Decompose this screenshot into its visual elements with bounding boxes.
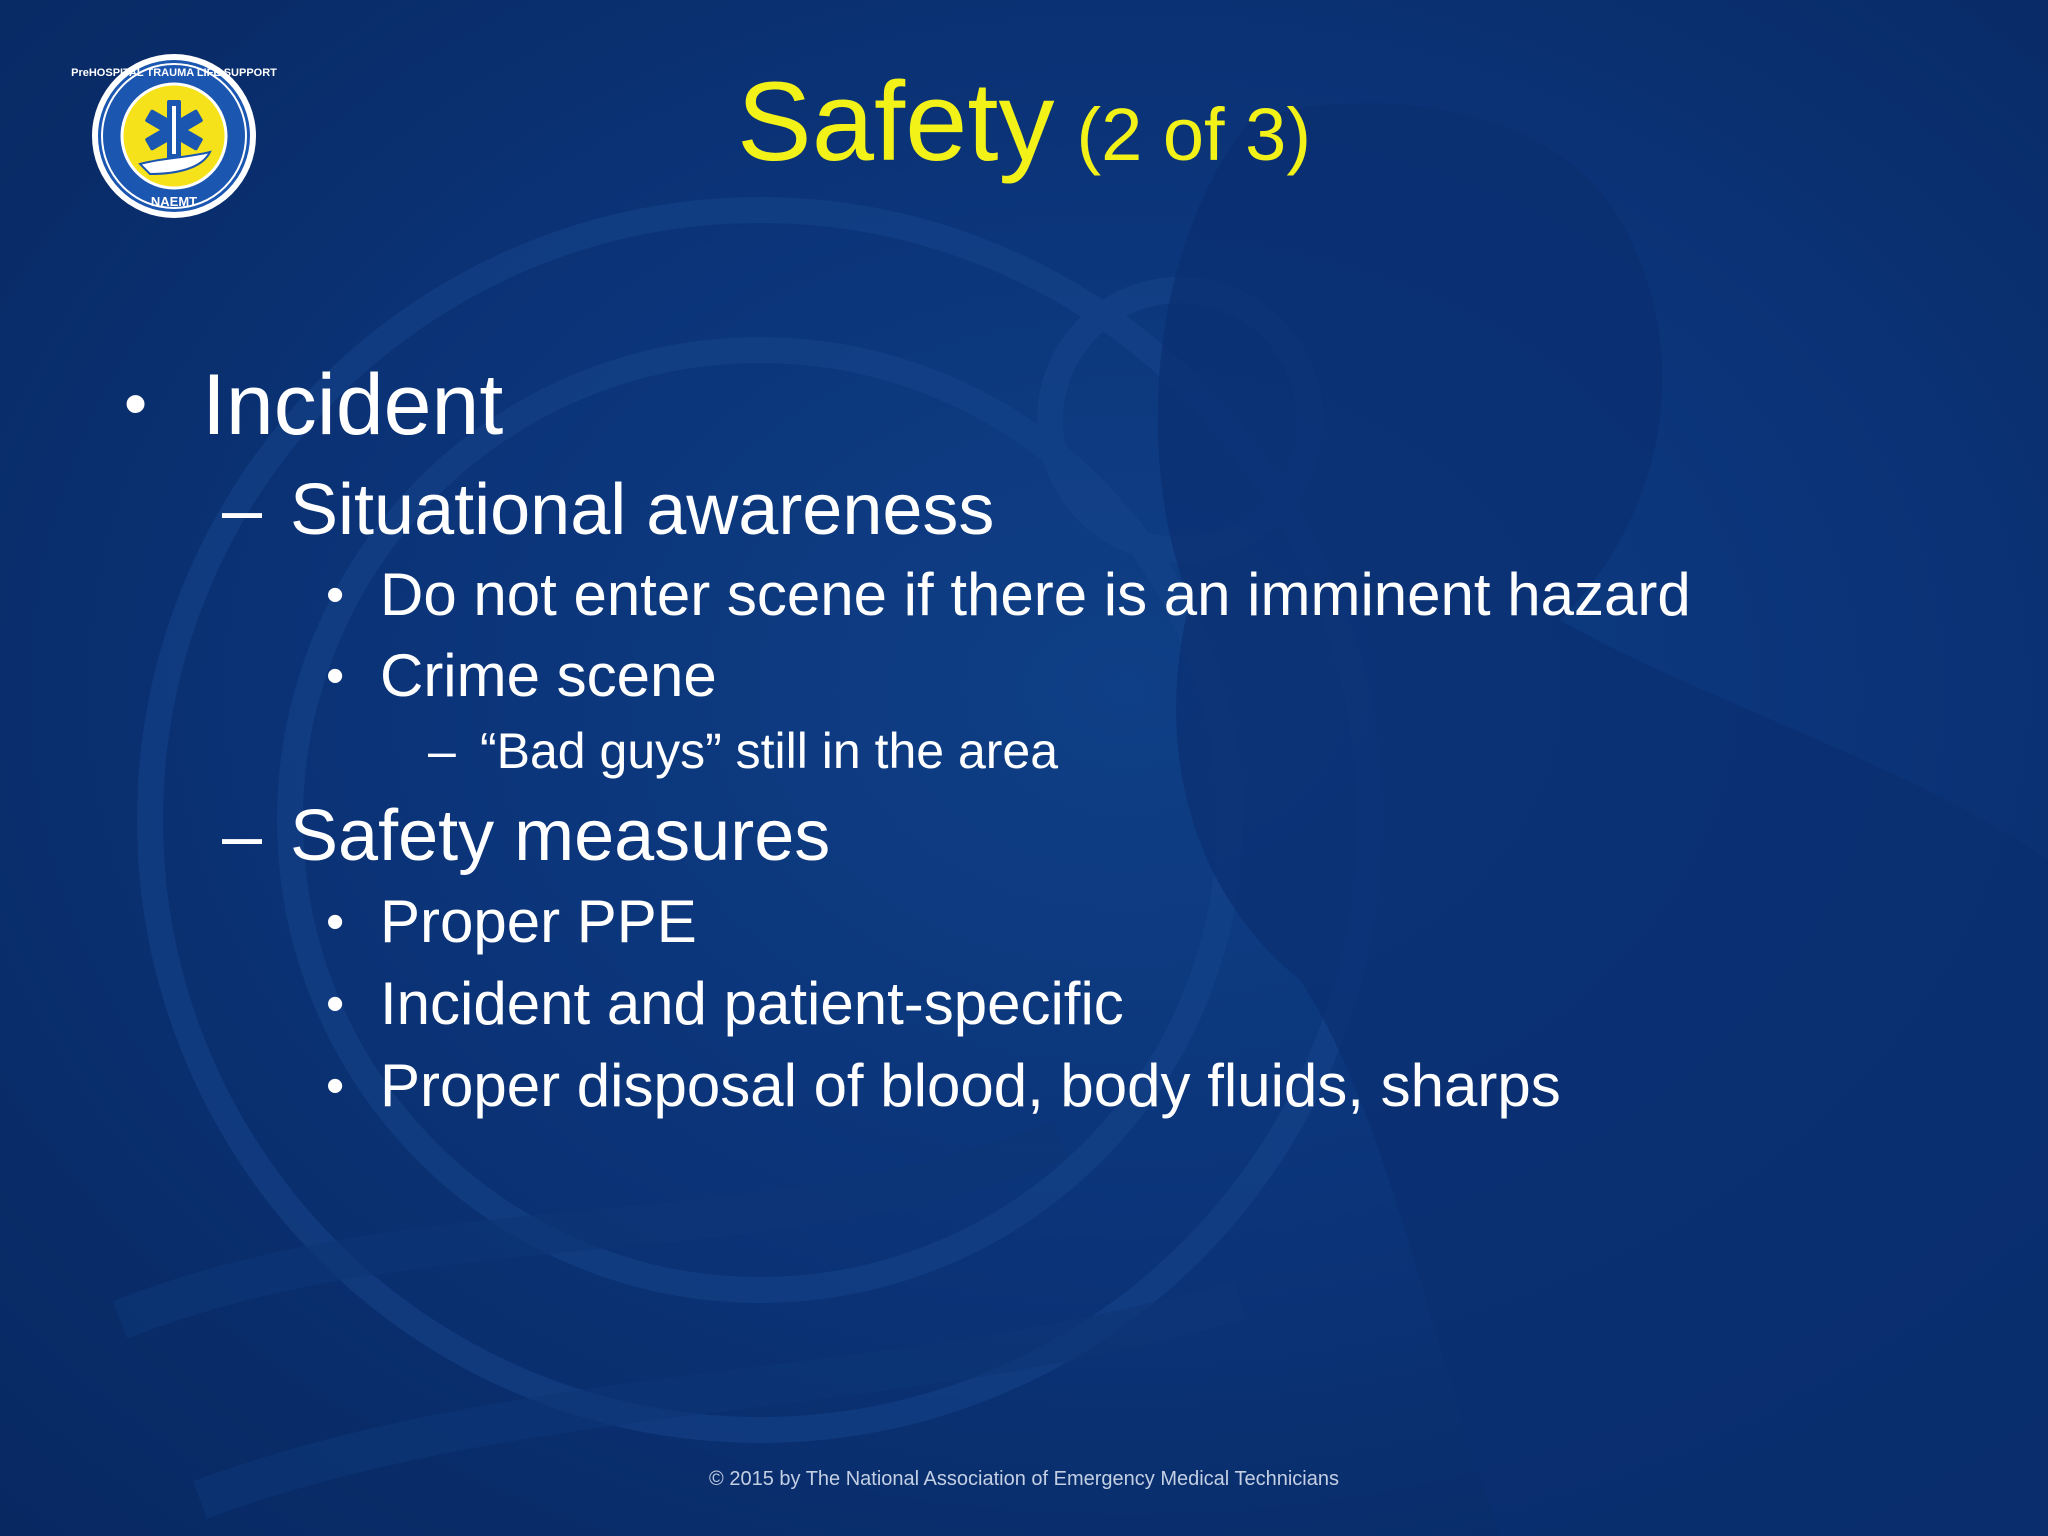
logo-ring-text: PreHOSPITAL TRAUMA LIFE SUPPORT: [71, 67, 277, 79]
bullet-dot: •: [326, 893, 345, 951]
list-item: [326, 970, 1124, 1037]
dash-marker: –: [222, 796, 263, 876]
list-item-text: Proper PPE: [380, 888, 697, 955]
copyright-footer: © 2015 by The National Association of Emergency Medical Technicians: [709, 1468, 1339, 1490]
title-sub: (2 of 3): [1076, 93, 1311, 176]
list-item-text: Do not enter scene if there is an imminent hazard: [380, 561, 1691, 628]
sub-bullet-safety-measures: [222, 796, 831, 876]
list-item: [326, 561, 1691, 628]
bullet-dot: •: [326, 647, 345, 705]
bullet-dot: •: [124, 366, 148, 440]
bullet-incident: [124, 357, 504, 453]
list-item-text: Crime scene: [380, 642, 717, 709]
title-main: Safety: [737, 59, 1055, 184]
bullet-dot: •: [326, 975, 345, 1033]
list-item-text: Proper disposal of blood, body fluids, sharps: [380, 1052, 1561, 1119]
dash-marker: –: [428, 723, 456, 779]
bullet-dot: •: [326, 566, 345, 624]
sub-sub-bullet-text: “Bad guys” still in the area: [480, 723, 1059, 779]
sub-bullet-text: Safety measures: [290, 796, 831, 876]
bullet-text: Incident: [202, 357, 504, 453]
list-item-text: Incident and patient-specific: [380, 970, 1124, 1037]
sub-bullet-situational-awareness: [222, 470, 995, 550]
logo-bottom-text: NAEMT: [150, 194, 198, 209]
sub-sub-bullet-bad-guys: [428, 723, 1059, 779]
list-item: [326, 888, 697, 955]
sub-bullet-text: Situational awareness: [290, 470, 995, 550]
list-item: [326, 1052, 1561, 1119]
slide-title: [0, 59, 2048, 184]
dash-marker: –: [222, 470, 263, 550]
list-item: [326, 642, 717, 709]
bullet-dot: •: [326, 1057, 345, 1115]
